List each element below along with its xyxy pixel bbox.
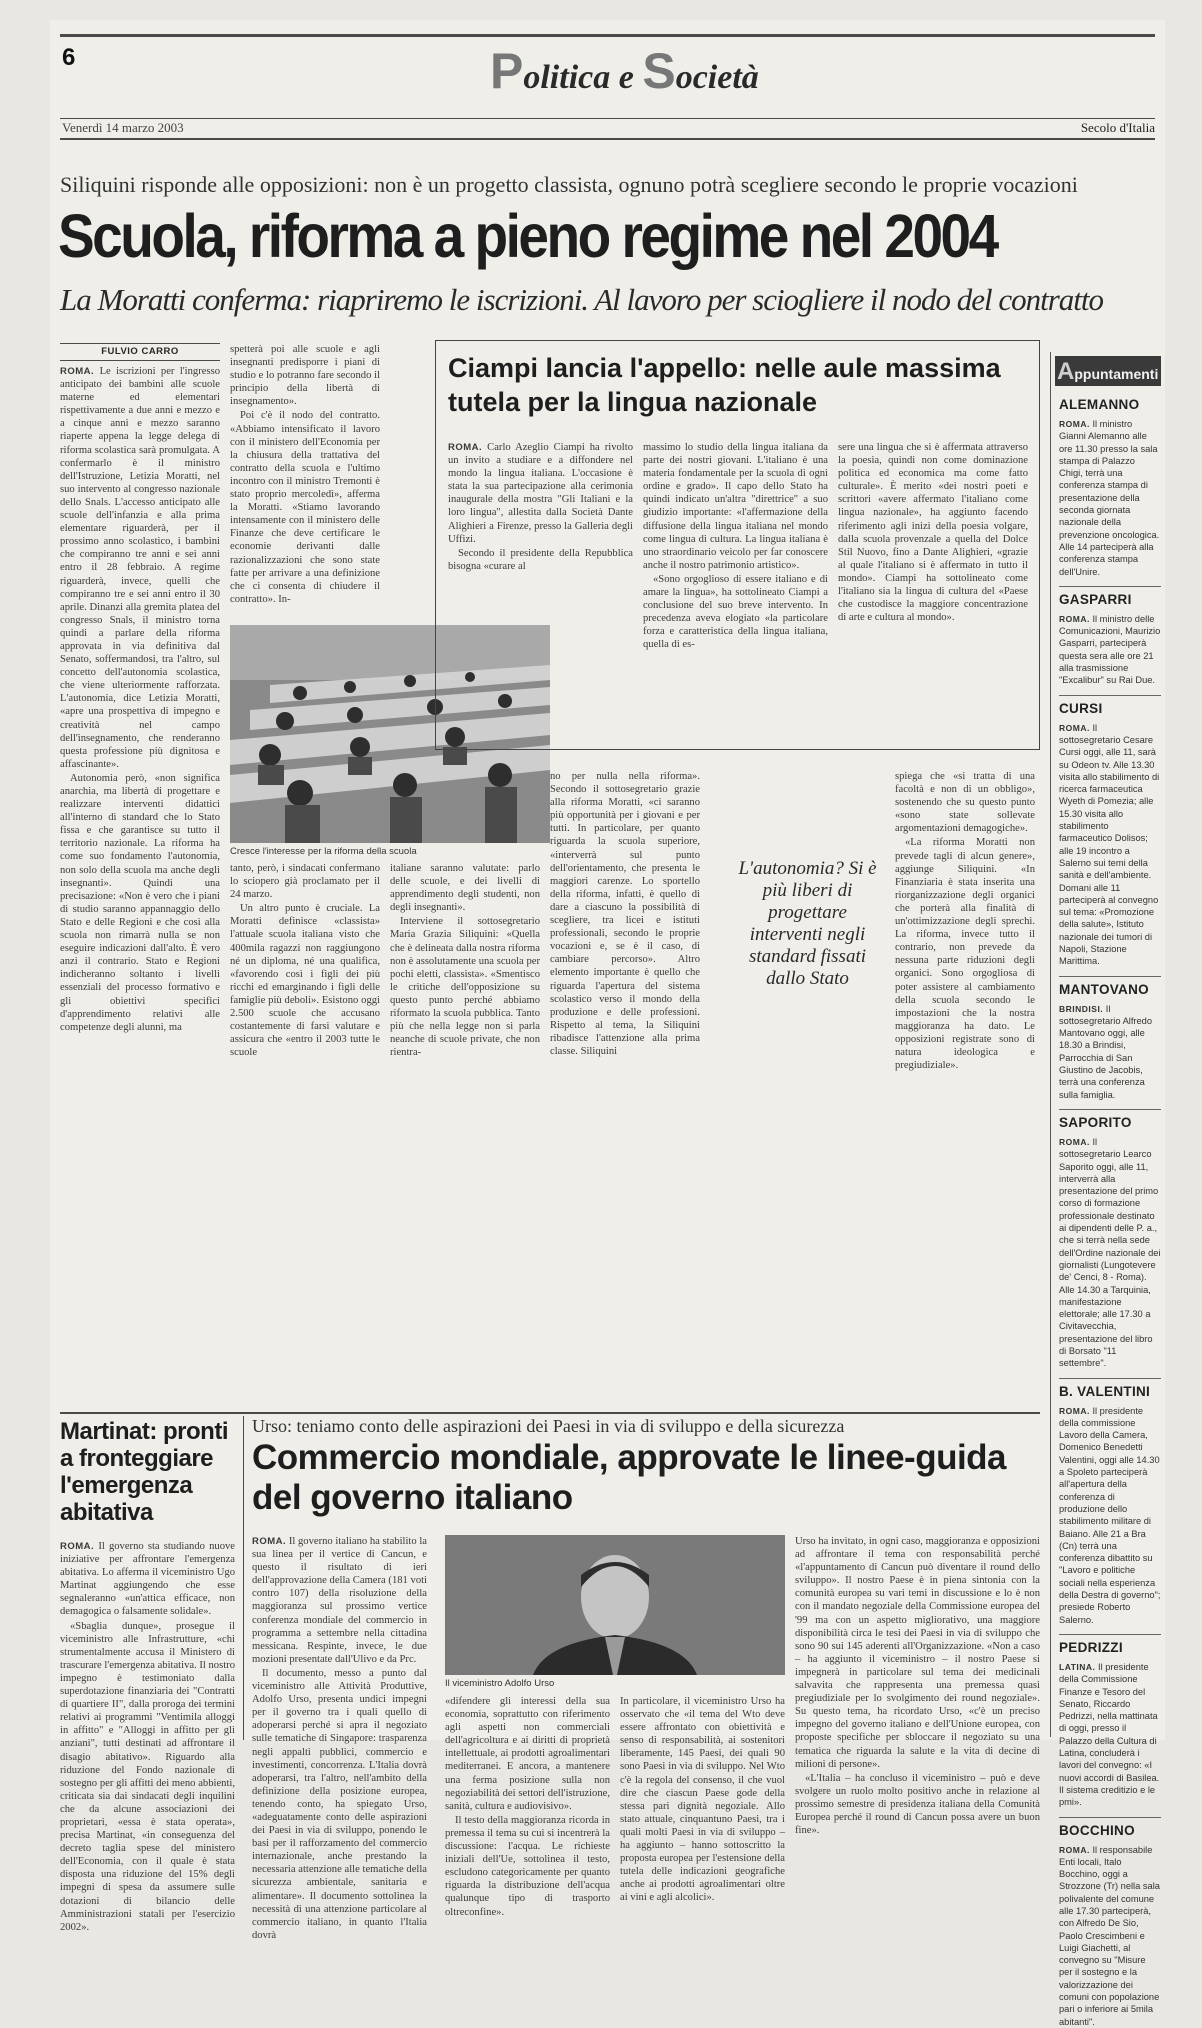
appointment-location: BRINDISI. (1059, 1003, 1104, 1014)
commercio-col-1-text-b: Il documento, messo a punto dal viceministro alle Attività Produttive, Adolfo Urso, presenta undici impegni per il governo tra i quali quello di adoperarsi perché si apra il negoziato sulle tematiche di Singapore: trasparenza negli appalti pubblici, commercio e investimenti, concorrenza. L'Italia dovrà adoperarsi, tra l'altro, nell'ambito della definizione della posizione europea, tenendo conto, ha spiegato Urso, «adeguatamente conto delle aspirazioni dei Paesi in via di sviluppo, ponendo le basi per il rafforzamento del commercio internazionale, anche prestando la necessaria attenzione alle tematiche della sicurezza ambientale, sanitaria e alimentare». Il documento sottolinea la necessità di una attenzione particolare al commercio italiano, in quanto l'Italia dovrà (252, 1667, 427, 1941)
appointment-location: ROMA. (1059, 1136, 1090, 1147)
appointment-body: Il sottosegretario Learco Saporito oggi, alle 11, interverrà alla presentazione del primo corso di formazione professionale destinato ai dipendenti delle P. a., che si terrà nella sede dell'Ordine nazionale dei giornalisti (Lungotevere de' Cenci, 8 - Roma). Alle 14.30 a Tarquinia, manifestazione elettorale; alle 17.30 a Civitavecchia, presentazione del libro di Borsato "11 settembre". (1059, 1136, 1161, 1369)
appointment-body: Il responsabile Enti locali, Italo Bocchino, oggi a Strozzone (Tr) nella sala polivalente del comune alle 17.30 parteciperà, con Alfredo De Sio, Paolo Crescimbeni e Luigi Giachetti, al convegno su "Misure per il sostegno e la valorizzazione dei comuni con popolazione pari o inferiore ai 5mila abitanti". (1059, 1844, 1160, 2027)
lead-col-2-text-d: Un altro punto è cruciale. La Moratti definisce «classista» l'attuale scuola italiana visto che 400mila ragazzi non raggiungono né un diploma, né una qualifica, «favorendo così i figli dei più ricchi ed emarginando i figli delle famiglie più deboli». Esistono oggi 2.500 scuole che accusano costantemente di farsi valutare e assicura che «entro il 2003 tutte le scuole (230, 903, 380, 1059)
commercio-col-2-text: «difendere gli interessi della sua economia, soprattutto con riferimento agli aspetti non commerciali dell'agricoltura e ai diritti di proprietà intellettuale, ai prodotti agroalimentari mediterranei. E ancora, a mantenere una ferma posizione sulla non negoziabilità dei settori dell'istruzione, sanità, cultura e audiovisivo». (445, 1696, 610, 1812)
urso-photo (445, 1535, 785, 1675)
appointments-title (1055, 356, 1161, 386)
commercio-location: ROMA. (252, 1536, 287, 1547)
appointment-location: ROMA. (1059, 613, 1090, 624)
appointment-body: Il presidente della commissione Lavoro della Camera, Domenico Benedetti Valentini, oggi alle 14.30 a Spoleto parteciperà all'apertura della conferenza di produzione dello stabilimento militare di Baiano. Alle 21 a Bra (Cn) terrà una conferenza dibattito su "Lavoro e politiche sociali nella esperienza della Destra di governo"; presiede Roberto Salerno. (1059, 1405, 1161, 1625)
newspaper-page (50, 20, 1165, 2027)
lead-col-3-text: italiane saranno valutate: parlo delle scuole, e dei livelli di apprendimento degli studenti, non degli insegnanti». (390, 863, 540, 914)
appointment-item (1059, 976, 1161, 1101)
commercio-col-4-text-b: «L'Italia – ha concluso il viceministro – può e deve svolgere un ruolo molto positivo anche in relazione al prossimo semestre di presidenza italiana della Comunità Europea perché il round di Cancun possa avere un buon fine». (795, 1772, 1040, 1837)
martinat-body (60, 1540, 235, 1933)
appointment-name: BOCCHINO (1059, 1822, 1135, 1838)
commercio-col-3-text: In particolare, il viceministro Urso ha osservato che «il tema del Wto deve essere affrontato con obiettività e senso di responsabilità, ai sostenitori liberamente, 145 Paesi, dei quali 90 sono Paesi in via di sviluppo. Nel Wto c'è la regola del consenso, il che vuol dire che ciascun Paese gode della stessa pari dignità negoziale. Allo stato attuale, cinquantuno Paesi, tra i quali molti Paesi in via di sviluppo – ha aggiunto – hanno sottoscritto la proposta europea per l'estensione della tutela delle indicazioni geografiche anche ai prodotti agroalimentari oltre ai vini e agli alcolici». (620, 1696, 785, 1904)
newspaper-name: Secolo d'Italia (1080, 120, 1155, 135)
lead-col-2-top (230, 343, 380, 623)
lead-col-2-bottom (230, 862, 380, 1407)
byline-rule-top (60, 343, 220, 344)
appointment-body: Il presidente della Commissione Finanze e Tesoro del Senato, Riccardo Pedrizzi, nella mattinata di oggi, presso il Palazzo della Cultura di Latina, concluderà i lavori del convegno: «I nuovi accordi di Basilea. Il sistema creditizio e le pmi». (1059, 1661, 1160, 1808)
commercio-kicker: Urso: teniamo conto delle aspirazioni dei Paesi in via di sviluppo e della sicurezza (252, 1416, 845, 1436)
martinat-text-2: «Sbaglia dunque», prosegue il viceministro alle Infrastrutture, «chi strumentalmente accusa il Ministero di trascurare l'emergenza abitativa. Il nostro impegno è testimoniato dalla superdotazione finanziaria dei "Contratti di quartiere II", dalla proroga dei termini relativi ai programmi "Ventimila alloggi in affitto" e "Alloggi in affitto per gli anziani", tutti destinati ad affrontare il disagio abitativo». Riguardo alla riduzione del Fondo nazionale di sostegno per gli affitti dei meno abbienti, criticata sia dai sindacati degli inquilini che da alcune associazioni dei proprietari, «essa è stata operata», precisa Martinat, «in conseguenza del decreto taglia spese del ministero dell'Economia, con il quale è stata disposta una riduzione del 15% degli impegni di spesa da assumere sulle dotazioni di bilancio delle Amministrazioni statali per l'esercizio 2002». (60, 1620, 235, 1933)
martinat-divider (243, 1416, 244, 1740)
appointment-item (1059, 695, 1161, 968)
ciampi-col-2-text: massimo lo studio della lingua italiana da parte dei nostri giovani. L'italiano è una materia fondamentale per la scuola di ogni ordine e grado». Il capo dello Stato ha quindi indicato un'altra "direttrice" a suo giudizio importante: «l'affermazione della diffusione della lingua italiana nel mondo come lingua di cultura. La lingua italiana è uno straordinario veicolo per far conoscere anche il nostro patrimonio artistico». (643, 442, 828, 571)
martinat-location: ROMA. (60, 1541, 95, 1552)
appointment-body: Il sottosegretario Cesare Cursi oggi, alle 11, sarà su Odeon tv. Alle 13.30 visita allo stabilimento di ricerca farmaceutica Wyeth di Pomezia; alle 15.30 visita allo stabilimento farmaceutico Dolisos; alle 19 incontro a Salerno sui temi della sanità e dell'ambiente. Domani alle 11 parteciperà al convegno sul tema: «Promozione della salute», Istituto nazionale dei tumori di Napoli, Stazione Marittima. (1059, 722, 1160, 967)
section-title-initial-1: P (490, 43, 524, 99)
page-number: 6 (62, 44, 76, 71)
byline-rule-bottom (60, 360, 220, 361)
appointment-item (1059, 1378, 1161, 1626)
commercio-col-1 (252, 1535, 427, 1941)
classroom-photo-caption: Cresce l'interesse per la riforma della scuola (230, 846, 417, 857)
pull-quote: L'autonomia? Si è più liberi di progettare interventi negli standard fissati dallo Stato (730, 858, 885, 1030)
appointment-name: GASPARRI (1059, 591, 1132, 607)
appointment-location: LATINA. (1059, 1661, 1096, 1672)
section-title-part-1: olitica e (523, 59, 643, 96)
appointment-item (1059, 586, 1161, 687)
lead-col-1-text: Le iscrizioni per l'ingresso anticipato dei bambini alle scuole materne ed elementari rispettivamente a due anni e mezzo e a cinque anni e mezzo saranno riaperte appena la legge delega di riforma scolastica sarà promulgata. A confermarlo è il ministro dell'Istruzione, Letizia Moratti, nel suo intervento al congresso nazionale dello Snals. L'accesso anticipato alle scuole dell'infanzia e alla prima elementare riguarderà, per il prossimo anno scolastico, i bambini che compiranno tre anni e sei anni entro il 28 febbraio. A regime riguarderà, invece, quelli che compiranno tre e sei anni entro il 30 aprile. Dinanzi alla gremita platea del congresso Snals, il ministro torna quindi a parlare della riforma approvata in via definitiva dal Senato, soffermandosi, tra l'altro, sul concetto dell'autonomia scolastica, che viene ulteriormente rafforzata. L'autonomia, dice Letizia Moratti, «apre una prospettiva di impegno e creatività nel campo dell'insegnamento, che renderanno questa professione più dignitosa e affascinante». (60, 366, 220, 770)
appointment-item (1059, 1109, 1161, 1370)
appointment-text (1059, 418, 1161, 578)
bottom-section-rule (60, 1412, 1040, 1414)
appointment-text (1059, 1661, 1161, 1809)
lead-col-4-text: no per nulla nella riforma». Secondo il sottosegretario grazie alla riforma Moratti, «ci saranno più opportunità per i giovani e per tutti. In particolare, per quanto riguarda la scuola superiore, «interverrà sul punto dell'orientamento, che presenta le maggiori carenze. Lo sportello della riforma, infatti, è quello di dare a ciascuno la possibilità di scegliere, tra licei e istituti professionali, secondo le proprie vocazioni e, se è il caso, di cambiare percorso». Altro elemento importante è quello che riguarda l'apertura del sistema scolastico verso il mondo della produzione e delle professioni. Rispetto al tema, la Siliquini ribadisce l'attenzione alla prima classe. Siliquini (550, 771, 700, 1057)
issue-date: Venerdì 14 marzo 2003 (62, 120, 184, 135)
ciampi-col-1 (448, 441, 633, 741)
lead-location: ROMA. (60, 366, 95, 377)
appointment-location: ROMA. (1059, 722, 1090, 733)
appointment-body: Il ministro Gianni Alemanno alle ore 11.30 presso la sala stampa di Palazzo Chigi, terrà una conferenza stampa di presentazione della seconda giornata nazionale della prevenzione oncologica. Alle 14 parteciperà alla conferenza stampa dell'Unire. (1059, 419, 1160, 577)
appointment-body: Il sottosegretario Alfredo Mantovano oggi, alle 18.30 a Brindisi, Parrocchia di San Giustino de Jacobis, terrà una conferenza sulla famiglia. (1059, 1003, 1153, 1100)
ciampi-col-2 (643, 441, 828, 741)
martinat-headline: Martinat: pronti a fronteggiare l'emergenza abitativa (60, 1418, 228, 1526)
byline: FULVIO CARRO (101, 346, 179, 357)
appointments-sidebar (1050, 352, 1161, 2027)
commercio-col-2-text-b: Il testo della maggioranza ricorda in premessa il tema su cui si incentrerà la discussione: l'acqua. Le richieste iniziali dell'Ue, sottolinea il testo, escludono categoricamente per quanto riguarda la distribuzione dell'acqua qualunque tipo di trasporto oltreconfine». (445, 1814, 610, 1918)
commercio-col-4-text: Urso ha invitato, in ogni caso, maggioranza e opposizioni ad affrontare il tema con responsabilità perché «l'appuntamento di Cancun può diventare il round dello sviluppo». Il nostro Paese è in piena sintonia con la comunità europea su vari temi in discussione e lo è non con il mandato negoziale della Commissione europea del '99 ma con un aspetto migliorativo, una maggiore disponibilità circa le tesi dei Paesi in via di sviluppo che sono 90 sui 145 aderenti all'Organizzazione. «Non a caso – ha aggiunto il viceministro – il nostro Paese si impegnerà in particolare sul tema dei medicinali salvavita che rappresenta una premessa quasi pregiudiziale per lo svolgimento dei round negoziale». Su questo tema, ha ricordato Urso, «c'è un preciso impegno del governo italiano e dell'Unione europea, con proposte specifiche per sbloccare il negoziato su una tematica che riguarda la salute e la vita di decine di milioni di persone». (795, 1536, 1040, 1770)
section-title-part-2: ocietà (675, 59, 759, 96)
appointment-text (1059, 1405, 1161, 1626)
ciampi-col-3 (838, 441, 1028, 741)
appointment-name: CURSI (1059, 700, 1103, 716)
appointment-body: Il ministro delle Comunicazioni, Maurizio Gasparri, parteciperà questa sera alle ore 21 alla trasmissione "Excalibur" su Rai Due. (1059, 613, 1161, 686)
lead-headline: Scuola, riforma a pieno regime nel 2004 (58, 201, 997, 271)
lead-col-2-text-b: Poi c'è il nodo del contratto. «Abbiamo intensificato il lavoro con il ministero dell'Economia per la chiusura della trattativa del contratto della scuola e l'ultimo incontro con il ministro Tremonti è stato proprio mercoledì», afferma la Moratti. «Stiamo lavorando intensamente con il ministero delle Finanze che deve certificare le economie derivanti dalle razionalizzazioni che sono state fatte per arrivare a una definizione che ci consenta di chiudere il contratto». In- (230, 410, 380, 605)
commercio-col-2 (445, 1695, 610, 1918)
lead-col-1 (60, 365, 220, 1405)
appointment-name: SAPORITO (1059, 1114, 1132, 1130)
commercio-headline: Commercio mondiale, approvate le linee-guida del governo italiano (252, 1438, 1007, 1517)
ciampi-location: ROMA. (448, 442, 483, 453)
ciampi-headline: Ciampi lancia l'appello: nelle aule massima tutela per la lingua nazionale (448, 353, 1001, 417)
appointment-name: MANTOVANO (1059, 981, 1149, 997)
lead-col-5-text-b: «La riforma Moratti non prevede tagli di alcun genere», aggiunge Siliquini. «In Finanziaria è stata inserita una riorganizzazione degli organici che porterà alla finalità di un'ottimizzazione degli sprechi. La riforma, invece tutto il contrario, non prevede da nessuna parte riduzioni degli organici. Sono orgogliosa di poter assistere al cambiamento della scuola secondo le impostazioni che la nostra maggioranza ha dato. Le opposizioni registrate sono di natura ideologica e pregiudiziale». (895, 837, 1035, 1072)
appointment-name: B. VALENTINI (1059, 1383, 1151, 1399)
commercio-col-1-text: Il governo italiano ha stabilito la sua linea per il vertice di Cancun, e questo il risultato di ieri dell'approvazione della Camera (181 voti contro 107) della risoluzione della maggioranza sul prossimo vertice conferenza mondiale del commercio in programma a settembre nella cittadina messicana. Respinte, invece, le due mozioni presentate dall'Ulivo e da Prc. (252, 1536, 427, 1665)
section-title (490, 42, 759, 102)
ciampi-box (435, 340, 1040, 750)
lead-col-5 (895, 770, 1035, 1407)
appointment-location: ROMA. (1059, 419, 1090, 429)
commercio-col-3 (620, 1695, 785, 1904)
appointment-text (1059, 1136, 1161, 1370)
appointment-location: ROMA. (1059, 1405, 1090, 1416)
urso-photo-image (445, 1535, 785, 1675)
top-rule (60, 34, 1155, 37)
lead-col-3-text-b: Interviene il sottosegretario Maria Grazia Siliquini: «Quella che è delineata dalla nostra riforma non è assolutamente una scuola per pochi eletti, classista». «Smentisco le critiche dell'opposizione su questo punto perché abbiamo riformato la scuola pubblica. Tanto più che nella legge non si parla neanche di scuole private, che non rientra- (390, 916, 540, 1059)
lead-col-3 (390, 862, 540, 1407)
appointment-text (1059, 1003, 1161, 1101)
lead-kicker: Siliquini risponde alle opposizioni: non è un progetto classista, ognuno potrà scegliere secondo le proprie vocazioni (60, 172, 1078, 197)
lead-subhead: La Moratti conferma: riapriremo le iscrizioni. Al lavoro per sciogliere il nodo del contratto (60, 282, 1104, 317)
appointment-item (1059, 1634, 1161, 1809)
ciampi-col-2-text-b: «Sono orgoglioso di essere italiano e di amare la lingua», ha sottolineato Ciampi a conclusione del suo breve intervento. In precedenza aveva elogiato «la particolare forza e caratteristica della lingua italiana, quella di es- (643, 573, 828, 651)
date-rule-top (60, 118, 1155, 119)
ciampi-col-3-text: sere una lingua che si è affermata attraverso la poesia, quindi non come dominazione politica ed economica ma come fatto culturale». È merito «dei nostri poeti e scrittori «avere affermato l'italiano come lingua nazionale», ha aggiunto facendo riferimento agli inizi della poesia volgare, dalla scuola provenzale a quella del Dolce Stil Nuovo, fino a Dante Alighieri, «grazie al quale l'italiano si è affermato in tutto il mondo». Ciampi ha sottolineato come l'italiano sia la lingua di cultura del «Paese che custodisce la maggiore concentrazione di arte e cultura al mondo». (838, 442, 1028, 624)
appointment-name: PEDRIZZI (1059, 1639, 1123, 1655)
lead-col-1-text-b: Autonomia però, «non significa anarchia, ma libertà di progettare e realizzare interventi didattici all'interno di standard che lo Stato fissa e che garantisce su tutto il territorio nazionale. La riforma ha come suo fondamento l'autonomia, non solo della scuola ma anche degli insegnanti». Quindi una precisazione: «Non è vero che i piani di studio saranno appannaggio dello Stato e delle Regioni e che così alla scuola non rimarrà nulla se non eseguire indicazioni dall'alto. È vero anzi il contrario. Stato e Regioni indicheranno soltanto i livelli essenziali del processo formativo e gli obiettivi specifici d'apprendimento relativi alle competenze degli alunni, ma (60, 772, 220, 1033)
appointment-text (1059, 613, 1161, 687)
appointments-title-rest: ppuntamenti (1074, 366, 1159, 382)
appointment-name: ALEMANNO (1059, 397, 1140, 412)
ciampi-col-1-text: Carlo Azeglio Ciampi ha rivolto un invito a studiare e a diffondere nel mondo la lingua italiana. L'occasione è stata la sua partecipazione alla cerimonia inaugurale della mostra "Gli Italiani e la loro lingua", allestita dalla Società Dante Alighieri a Firenze, presso la Galleria degli Uffizi. (448, 442, 633, 545)
date-rule-bottom (60, 138, 1155, 140)
appointment-location: ROMA. (1059, 1844, 1090, 1855)
appointment-text (1059, 722, 1161, 968)
appointment-item (1059, 1817, 1161, 2028)
lead-col-2-text: spetterà poi alle scuole e agli insegnanti predisporre i piani di studio e lo potranno fare secondo il principio della libertà di insegnamento». (230, 344, 380, 408)
lead-col-4 (550, 770, 700, 1407)
commercio-col-4 (795, 1535, 1040, 1837)
ciampi-col-1-text-b: Secondo il presidente della Repubblica bisogna «curare al (448, 547, 633, 572)
section-title-initial-2: S (642, 43, 676, 99)
lead-col-5-text: spiega che «si tratta di una facoltà e non di un obbligo», sostenendo che su questo punto «sono state sollevate argomentazioni demagogiche». (895, 771, 1035, 835)
martinat-text-1: Il governo sta studiando nuove iniziative per affrontare l'emergenza abitativa. Lo afferma il viceministro Ugo Martinat aggiungendo che esse segnaleranno «un'attica efficace, non demagogica o falsamente solidale». (60, 1541, 235, 1618)
urso-photo-caption: Il viceministro Adolfo Urso (445, 1678, 555, 1689)
lead-col-2-text-c: tanto, però, i sindacati confermano lo sciopero già proclamato per il 24 marzo. (230, 863, 380, 901)
appointments-title-initial: A (1057, 358, 1075, 385)
appointments-list (1059, 392, 1161, 2027)
appointment-item (1059, 392, 1161, 578)
appointment-text (1059, 1844, 1161, 2028)
